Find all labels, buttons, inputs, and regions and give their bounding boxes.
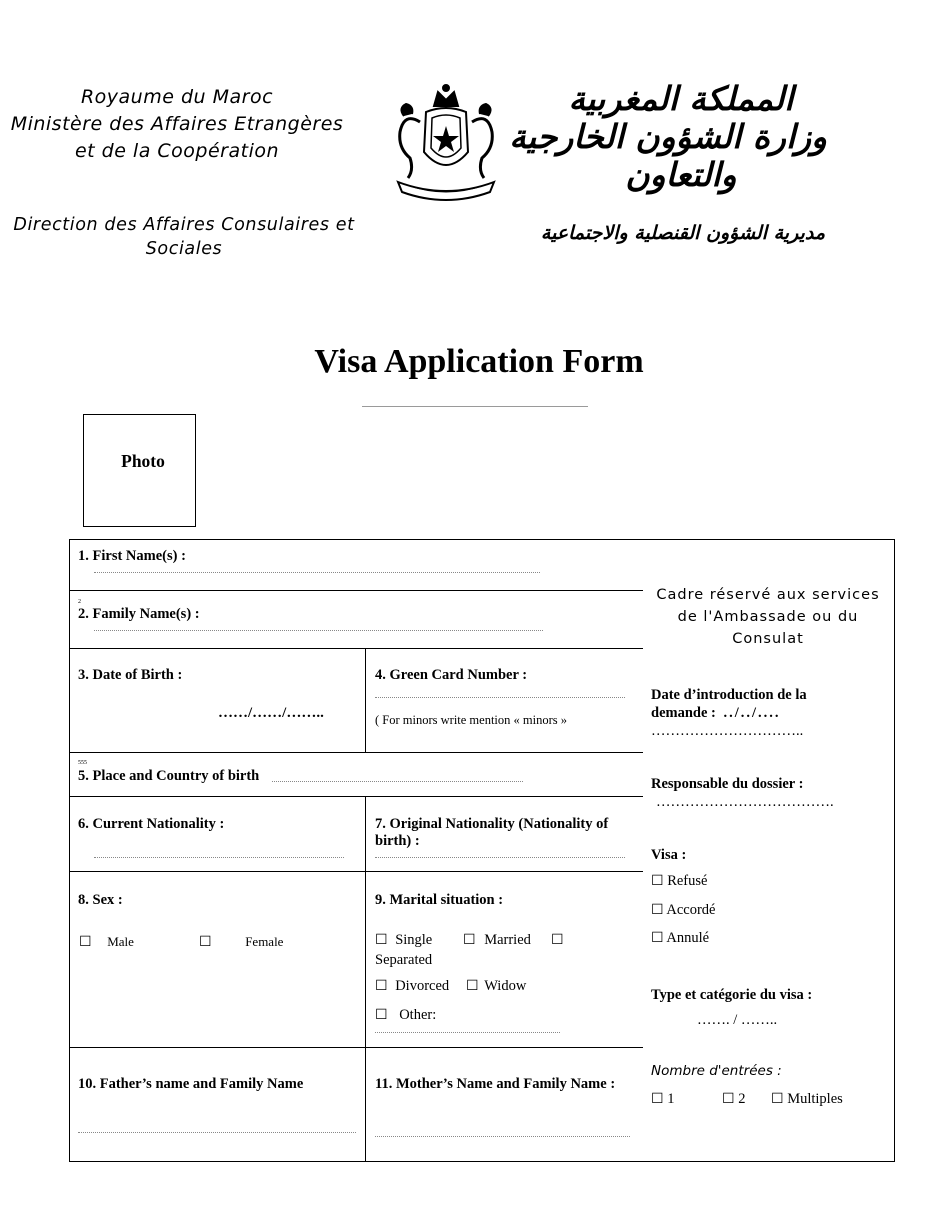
- checkbox-icon[interactable]: ☐: [651, 1091, 664, 1107]
- single-label: Single: [395, 932, 433, 948]
- marital-cell: [365, 871, 643, 1048]
- visa-type-value[interactable]: ……. / ……..: [697, 1012, 778, 1028]
- checkbox-icon[interactable]: ☐: [199, 934, 212, 950]
- father-label: 10. Father’s name and Family Name: [78, 1076, 304, 1092]
- visa-type-label: Type et catégorie du visa :: [651, 987, 813, 1003]
- father-cell: [69, 1047, 366, 1162]
- checkbox-icon[interactable]: ☐: [466, 978, 479, 994]
- checkbox-icon[interactable]: ☐: [651, 930, 664, 946]
- separated-label: Separated: [375, 952, 433, 968]
- checkbox-icon[interactable]: ☐: [551, 932, 564, 948]
- entries-one-label: 1: [667, 1091, 675, 1107]
- other-label: Other:: [399, 1007, 437, 1023]
- visa-refused-option[interactable]: [651, 873, 707, 890]
- dob-input[interactable]: ……/……/……..: [218, 705, 324, 721]
- original-nationality-input[interactable]: [375, 857, 625, 858]
- submission-date-label: [651, 686, 807, 722]
- photo-label: Photo: [121, 451, 165, 471]
- family-name-label: 2. Family Name(s) :: [78, 606, 200, 622]
- place-of-birth-label: 5. Place and Country of birth: [78, 768, 260, 784]
- checkbox-icon[interactable]: ☐: [463, 932, 476, 948]
- ministry-name: Ministère des Affaires Etrangères: [10, 113, 344, 135]
- first-name-input[interactable]: [94, 572, 540, 573]
- marital-separated-checkbox[interactable]: [551, 932, 564, 949]
- visa-decision-label: Visa :: [651, 847, 687, 863]
- mother-label: 11. Mother’s Name and Family Name :: [375, 1076, 616, 1092]
- checkbox-icon[interactable]: ☐: [651, 873, 664, 889]
- family-name-cell: [69, 590, 643, 649]
- granted-label: Accordé: [666, 902, 716, 918]
- photo-box[interactable]: [83, 414, 196, 527]
- submission-date-label-2: demande :: [651, 705, 716, 721]
- family-name-marker: 2: [78, 599, 81, 605]
- entries-multiple-label: Multiples: [787, 1091, 843, 1107]
- dob-label: 3. Date of Birth :: [78, 667, 183, 683]
- checkbox-icon[interactable]: ☐: [375, 932, 388, 948]
- family-name-input[interactable]: [94, 630, 543, 631]
- marital-other-input[interactable]: [375, 1032, 560, 1033]
- mother-cell: [365, 1047, 643, 1162]
- case-officer-dots[interactable]: ……………………………….: [656, 794, 834, 810]
- ministry-name-ar-cont: والتعاون: [625, 155, 737, 194]
- married-label: Married: [484, 932, 531, 948]
- entries-one-option[interactable]: [651, 1091, 674, 1108]
- original-nationality-label: 7. Original Nationality (Nationality of birth) :: [375, 816, 609, 849]
- green-card-input[interactable]: [375, 697, 625, 698]
- current-nationality-cell: [69, 796, 366, 872]
- green-card-cell: [365, 648, 643, 753]
- office-use-heading: Cadre réservé aux services de l'Ambassade ou du Consulat: [656, 587, 880, 647]
- ministry-header-fr: [0, 84, 354, 165]
- submission-date-dots[interactable]: …………………………..: [651, 723, 804, 739]
- marital-other-option[interactable]: [375, 1007, 436, 1024]
- kingdom-name: Royaume du Maroc: [80, 86, 274, 108]
- title-underline: [362, 406, 588, 407]
- entries-two-label: 2: [738, 1091, 746, 1107]
- direction-header-ar: مديرية الشؤون القنصلية والاجتماعية: [540, 222, 825, 244]
- case-officer-label: Responsable du dossier :: [651, 776, 804, 792]
- original-nationality-cell: [365, 796, 643, 872]
- sex-female-option[interactable]: [199, 934, 283, 951]
- coat-of-arms-icon: [390, 82, 502, 204]
- green-card-label: 4. Green Card Number :: [375, 667, 528, 683]
- ministry-name-cont: et de la Coopération: [74, 140, 280, 162]
- first-name-label: 1. First Name(s) :: [78, 548, 186, 564]
- marital-married-option[interactable]: [463, 932, 531, 949]
- direction-line-1: Direction des Affaires Consulaires et: [13, 215, 355, 235]
- place-of-birth-cell: [69, 752, 643, 797]
- cancelled-label: Annulé: [666, 930, 710, 946]
- direction-line-2: Sociales: [145, 239, 223, 259]
- entries-multiple-option[interactable]: [771, 1091, 843, 1108]
- sex-cell: [69, 871, 366, 1048]
- checkbox-icon[interactable]: ☐: [375, 978, 388, 994]
- kingdom-name-ar: المملكة المغربية: [568, 79, 794, 118]
- mother-input[interactable]: [375, 1136, 630, 1137]
- visa-cancelled-option[interactable]: [651, 930, 709, 947]
- minors-note: ( For minors write mention « minors »: [375, 713, 567, 727]
- current-nationality-input[interactable]: [94, 857, 344, 858]
- widow-label: Widow: [484, 978, 527, 994]
- marital-divorced-option[interactable]: [375, 978, 449, 995]
- marital-label: 9. Marital situation :: [375, 892, 504, 908]
- male-label: Male: [107, 934, 134, 949]
- place-of-birth-marker: 555: [78, 760, 87, 766]
- entries-label: Nombre d'entrées :: [651, 1063, 782, 1079]
- ministry-name-ar: وزارة الشؤون الخارجية: [509, 117, 827, 156]
- marital-widow-option[interactable]: [466, 978, 526, 995]
- sex-male-option[interactable]: [79, 934, 134, 951]
- current-nationality-label: 6. Current Nationality :: [78, 816, 225, 832]
- first-name-cell: [69, 539, 643, 591]
- checkbox-icon[interactable]: ☐: [79, 934, 92, 950]
- female-label: Female: [245, 934, 284, 949]
- refused-label: Refusé: [667, 873, 708, 889]
- submission-date-value[interactable]: ../../....: [723, 705, 781, 721]
- checkbox-icon[interactable]: ☐: [651, 902, 664, 918]
- sex-label: 8. Sex :: [78, 892, 123, 908]
- place-of-birth-input[interactable]: [272, 781, 523, 782]
- marital-single-option[interactable]: [375, 932, 432, 949]
- direction-header-fr: [10, 213, 358, 261]
- checkbox-icon[interactable]: ☐: [722, 1091, 735, 1107]
- entries-two-option[interactable]: [722, 1091, 745, 1108]
- father-input[interactable]: [78, 1132, 356, 1133]
- checkbox-icon[interactable]: ☐: [375, 1007, 388, 1023]
- divorced-label: Divorced: [395, 978, 450, 994]
- dob-cell: [69, 648, 366, 753]
- page-title: Visa Application Form: [314, 343, 644, 380]
- submission-date-label-1: Date d’introduction de la: [651, 687, 807, 703]
- visa-granted-option[interactable]: [651, 902, 716, 919]
- checkbox-icon[interactable]: ☐: [771, 1091, 784, 1107]
- ministry-header-ar: [509, 79, 827, 200]
